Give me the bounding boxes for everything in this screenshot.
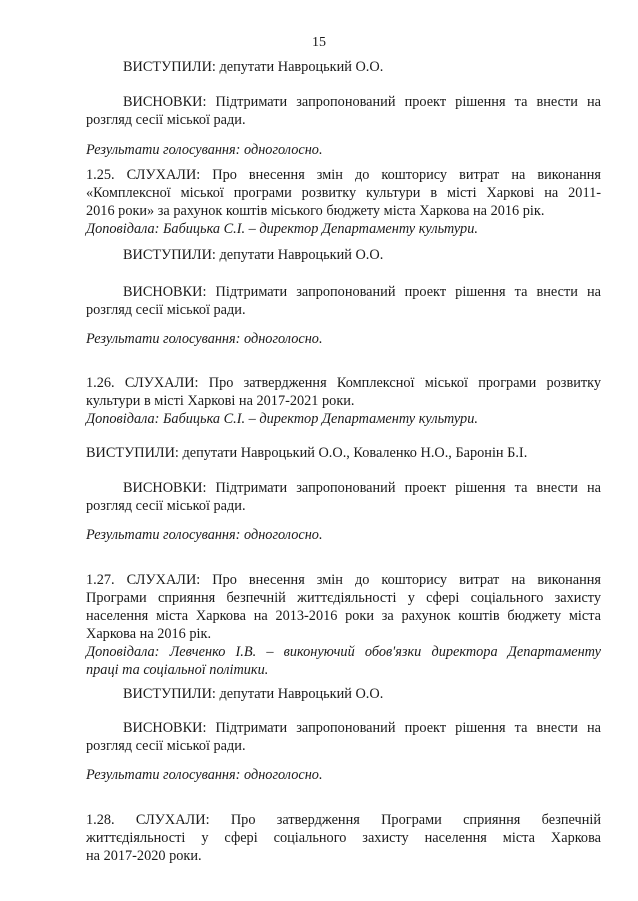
voting-result: Результати голосування: одноголосно. [86,527,323,543]
voting-result: Результати голосування: одноголосно. [86,142,323,158]
item-1-28: 1.28. СЛУХАЛИ: Про затвердження Програми сприяння безпечній життєдіяльності у сфері соціального захисту населення міста Харкова на 2017-2020 роки. [86,812,601,864]
speakers-line: ВИСТУПИЛИ: депутати Навроцький О.О. [123,686,384,702]
voting-result: Результати голосування: одноголосно. [86,767,323,783]
page-number: 15 [312,35,326,50]
item-1-25: 1.25. СЛУХАЛИ: Про внесення змін до кошторису витрат на виконання «Комплексної міської програми розвитку культури в місті Харкові на 2011- 2016 роки» за рахунок коштів міського бюджету міста Харкова на 2016 рік. Доповідала: Бабицька С.І. – директор Департаменту культури. [86,167,601,237]
reporter-line: Доповідала: Левченко І.В. – виконуючий обов'язки директора Департаменту [86,644,601,660]
conclusion-paragraph: ВИСНОВКИ: Підтримати запропонований проект рішення та внести на розгляд сесії міської ради. [86,284,601,318]
conclusion-paragraph: ВИСНОВКИ: Підтримати запропонований проект рішення та внести на розгляд сесії міської ради. [86,480,601,514]
speakers-line: ВИСТУПИЛИ: депутати Навроцький О.О., Коваленко Н.О., Баронін Б.І. [86,445,528,461]
reporter-line: Доповідала: Бабицька С.І. – директор Департаменту культури. [86,221,478,237]
conclusion-paragraph: ВИСНОВКИ: Підтримати запропонований проект рішення та внести на розгляд сесії міської ради. [86,720,601,754]
speakers-line: ВИСТУПИЛИ: депутати Навроцький О.О. [123,247,384,263]
voting-result: Результати голосування: одноголосно. [86,331,323,347]
conclusion-paragraph: ВИСНОВКИ: Підтримати запропонований проект рішення та внести на розгляд сесії міської ради. [86,94,601,128]
item-1-26: 1.26. СЛУХАЛИ: Про затвердження Комплексної міської програми розвитку культури в місті Харкові на 2017-2021 роки. Доповідала: Бабицька С.І. – директор Департаменту культури. [86,375,601,427]
reporter-line: Доповідала: Бабицька С.І. – директор Департаменту культури. [86,411,478,427]
item-1-27: 1.27. СЛУХАЛИ: Про внесення змін до кошторису витрат на виконання Програми сприяння безпечній життєдіяльності у сфері соціального захисту населення міста Харкова на 2013-2016 роки за рахунок коштів бюджету міста Харкова на 2016 рік. Доповідала: Левченко І.В. – виконуючий обов'язки директора Департаменту праці та соціальної політики. [86,572,601,678]
speakers-line: ВИСТУПИЛИ: депутати Навроцький О.О. [123,59,384,75]
